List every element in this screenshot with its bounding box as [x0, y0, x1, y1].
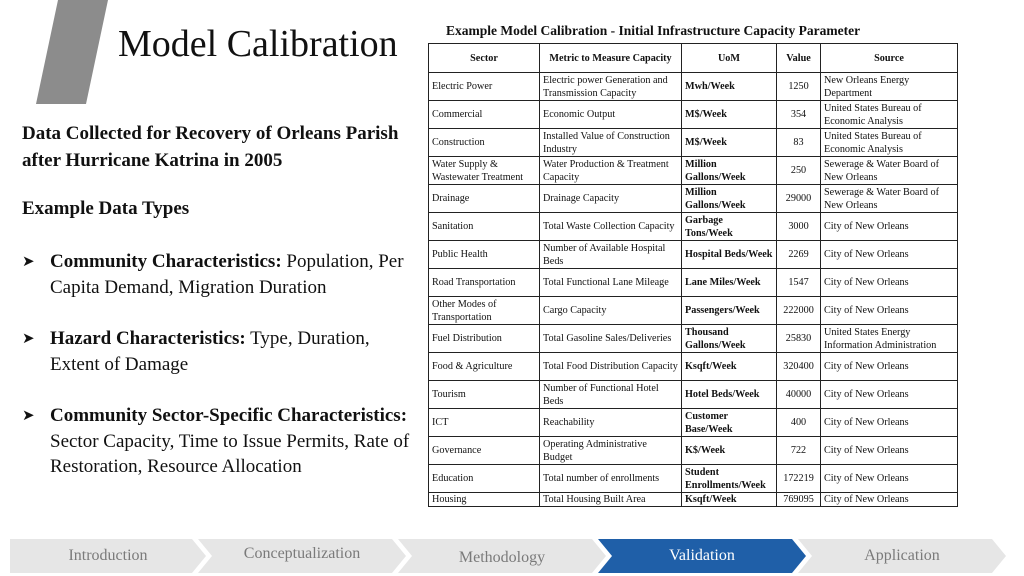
cell-value: 400 [777, 409, 821, 437]
cell-metric: Total Gasoline Sales/Deliveries [540, 325, 682, 353]
cell-source: Sewerage & Water Board of New Orleans [821, 185, 958, 213]
data-source-heading: Data Collected for Recovery of Orleans Parish after Hurricane Katrina in 2005 [22, 123, 399, 171]
cell-value: 29000 [777, 185, 821, 213]
cell-source: City of New Orleans [821, 493, 958, 507]
table-row [429, 297, 958, 325]
cell-sector: Road Transportation [429, 269, 540, 297]
cell-uom: Million Gallons/Week [682, 157, 777, 185]
arrow-bullet-icon: ➤ [22, 331, 35, 347]
cell-source: City of New Orleans [821, 213, 958, 241]
bullet-hazard-characteristics [22, 326, 417, 377]
cell-sector: Governance [429, 437, 540, 465]
header-source: Source [821, 44, 958, 73]
data-types-list [22, 249, 417, 506]
bullet-sector-characteristics [22, 403, 417, 480]
cell-uom: K$/Week [682, 437, 777, 465]
cell-metric: Total number of enrollments [540, 465, 682, 493]
cell-source: New Orleans Energy Department [821, 73, 958, 101]
nav-step-label: Introduction [68, 547, 148, 564]
cell-uom: Million Gallons/Week [682, 185, 777, 213]
cell-metric: Total Housing Built Area [540, 493, 682, 507]
bullet-label: Community Characteristics: [50, 251, 282, 272]
cell-value: 2269 [777, 241, 821, 269]
cell-sector: Commercial [429, 101, 540, 129]
bullet-text: Sector Capacity, Time to Issue Permits, Rate of Restoration, Resource Allocation [50, 430, 410, 477]
cell-source: City of New Orleans [821, 353, 958, 381]
calibration-table [428, 43, 958, 507]
cell-source: City of New Orleans [821, 269, 958, 297]
header-metric: Metric to Measure Capacity [540, 44, 682, 73]
cell-metric: Drainage Capacity [540, 185, 682, 213]
cell-uom: Customer Base/Week [682, 409, 777, 437]
cell-source: City of New Orleans [821, 381, 958, 409]
cell-sector: Public Health [429, 241, 540, 269]
cell-metric: Cargo Capacity [540, 297, 682, 325]
page-title: Model Calibration [118, 23, 398, 65]
cell-metric: Total Functional Lane Mileage [540, 269, 682, 297]
header-value: Value [777, 44, 821, 73]
cell-sector: Electric Power [429, 73, 540, 101]
cell-source: City of New Orleans [821, 297, 958, 325]
cell-metric: Total Food Distribution Capacity [540, 353, 682, 381]
bullet-text: Type, Duration, Extent of Damage [50, 328, 370, 375]
cell-sector: Fuel Distribution [429, 325, 540, 353]
cell-uom: Student Enrollments/Week [682, 465, 777, 493]
cell-uom: Ksqft/Week [682, 493, 777, 507]
nav-step-introduction[interactable] [10, 539, 206, 573]
table-row [429, 353, 958, 381]
cell-value: 250 [777, 157, 821, 185]
cell-value: 25830 [777, 325, 821, 353]
cell-sector: Food & Agriculture [429, 353, 540, 381]
cell-sector: ICT [429, 409, 540, 437]
cell-metric: Total Waste Collection Capacity [540, 213, 682, 241]
header-uom: UoM [682, 44, 777, 73]
cell-uom: M$/Week [682, 129, 777, 157]
cell-metric: Installed Value of Construction Industry [540, 129, 682, 157]
cell-metric: Reachability [540, 409, 682, 437]
table-row [429, 493, 958, 507]
cell-uom: Thousand Gallons/Week [682, 325, 777, 353]
cell-sector: Water Supply & Wastewater Treatment [429, 157, 540, 185]
cell-value: 354 [777, 101, 821, 129]
cell-value: 320400 [777, 353, 821, 381]
bullet-community-characteristics [22, 249, 417, 300]
table-row [429, 269, 958, 297]
cell-value: 722 [777, 437, 821, 465]
section-navigation [10, 539, 1010, 573]
cell-source: City of New Orleans [821, 409, 958, 437]
data-types-heading: Example Data Types [22, 198, 190, 219]
table-row [429, 437, 958, 465]
cell-sector: Other Modes of Transportation [429, 297, 540, 325]
nav-step-label: Methodology [458, 549, 546, 566]
nav-step-label: Conceptualization [243, 545, 361, 562]
table-row [429, 325, 958, 353]
nav-step-methodology[interactable] [398, 539, 606, 573]
table-title: Example Model Calibration - Initial Infrastructure Capacity Parameter [446, 23, 861, 38]
table-row [429, 73, 958, 101]
nav-step-validation[interactable] [598, 539, 806, 573]
cell-source: City of New Orleans [821, 241, 958, 269]
cell-sector: Construction [429, 129, 540, 157]
bullet-label: Community Sector-Specific Characteristics: [50, 405, 408, 426]
cell-metric: Number of Available Hospital Beds [540, 241, 682, 269]
table-row [429, 381, 958, 409]
table-row [429, 129, 958, 157]
cell-value: 1250 [777, 73, 821, 101]
table-header-row [429, 44, 958, 73]
cell-sector: Sanitation [429, 213, 540, 241]
cell-source: City of New Orleans [821, 437, 958, 465]
arrow-bullet-icon: ➤ [22, 254, 35, 270]
table-row [429, 157, 958, 185]
bullet-text: Population, Per Capita Demand, Migration Duration [50, 251, 404, 298]
table-row [429, 409, 958, 437]
cell-value: 222000 [777, 297, 821, 325]
cell-value: 172219 [777, 465, 821, 493]
cell-sector: Drainage [429, 185, 540, 213]
bullet-label: Hazard Characteristics: [50, 328, 246, 349]
table-row [429, 241, 958, 269]
cell-source: United States Bureau of Economic Analysis [821, 129, 958, 157]
cell-uom: Lane Miles/Week [682, 269, 777, 297]
arrow-bullet-icon: ➤ [22, 408, 35, 424]
table-row [429, 465, 958, 493]
cell-source: United States Energy Information Administration [821, 325, 958, 353]
cell-sector: Housing [429, 493, 540, 507]
cell-source: Sewerage & Water Board of New Orleans [821, 157, 958, 185]
cell-value: 40000 [777, 381, 821, 409]
cell-value: 83 [777, 129, 821, 157]
cell-source: City of New Orleans [821, 465, 958, 493]
cell-metric: Electric power Generation and Transmission Capacity [540, 73, 682, 101]
cell-sector: Tourism [429, 381, 540, 409]
cell-uom: Garbage Tons/Week [682, 213, 777, 241]
nav-step-label: Validation [669, 547, 735, 564]
nav-step-label: Application [864, 547, 940, 564]
cell-value: 769095 [777, 493, 821, 507]
cell-uom: Passengers/Week [682, 297, 777, 325]
cell-value: 3000 [777, 213, 821, 241]
cell-sector: Education [429, 465, 540, 493]
cell-metric: Economic Output [540, 101, 682, 129]
cell-uom: Hotel Beds/Week [682, 381, 777, 409]
nav-step-conceptualization[interactable] [198, 539, 406, 573]
cell-uom: Mwh/Week [682, 73, 777, 101]
table-row [429, 185, 958, 213]
cell-metric: Number of Functional Hotel Beds [540, 381, 682, 409]
table-row [429, 101, 958, 129]
table-body [429, 73, 958, 507]
cell-value: 1547 [777, 269, 821, 297]
header-sector: Sector [429, 44, 540, 73]
cell-metric: Operating Administrative Budget [540, 437, 682, 465]
cell-uom: Ksqft/Week [682, 353, 777, 381]
cell-uom: M$/Week [682, 101, 777, 129]
nav-step-application[interactable] [798, 539, 1006, 573]
cell-uom: Hospital Beds/Week [682, 241, 777, 269]
cell-source: United States Bureau of Economic Analysis [821, 101, 958, 129]
table-row [429, 213, 958, 241]
cell-metric: Water Production & Treatment Capacity [540, 157, 682, 185]
